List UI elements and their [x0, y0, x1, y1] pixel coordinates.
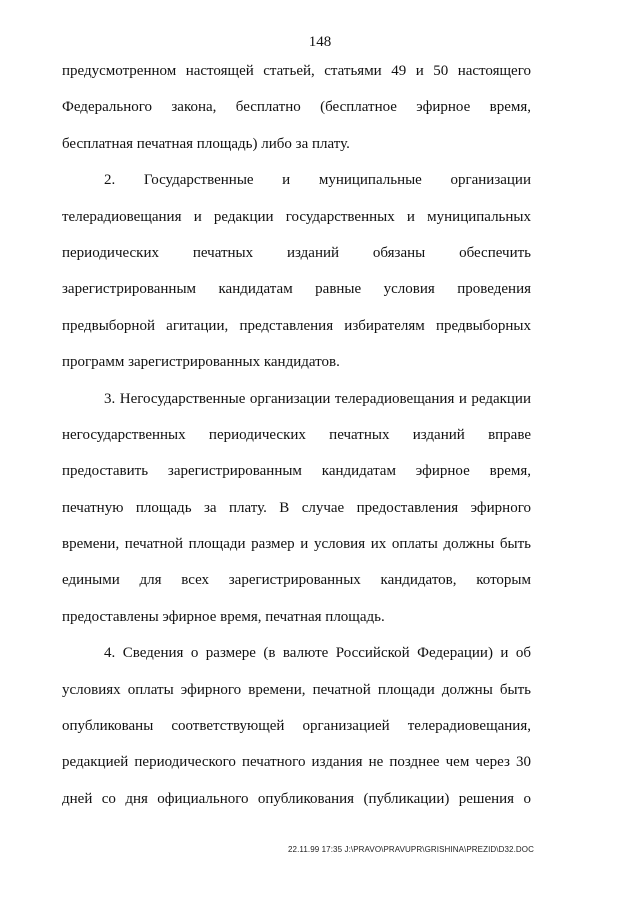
text-line: предусмотренном настоящей статьей, статьями 49 и 50 настоящего — [62, 63, 531, 79]
paragraph-first-line: 2. Государственные и муниципальные организации — [104, 172, 531, 189]
text-line: предоставить зарегистрированным кандидатам эфирное время, — [62, 463, 531, 480]
text-line: предвыборной агитации, представления избирателям предвыборных — [62, 317, 531, 334]
footer-file-path: 22.11.99 17:35 J:\PRAVO\PRAVUPR\GRISHINA\PREZID\D32.DOC — [287, 845, 534, 854]
paragraph-first-line: 4. Сведения о размере (в валюте Российской Федерации) и об — [104, 645, 531, 662]
text-line: редакцией периодического печатного издания не позднее чем через 30 — [62, 754, 531, 771]
text-line: едиными для всех зарегистрированных кандидатов, которым — [62, 572, 531, 589]
text-line: программ зарегистрированных кандидатов. — [62, 354, 340, 371]
text-line: печатную площадь за плату. В случае предоставления эфирного — [62, 499, 531, 516]
document-body — [62, 53, 531, 817]
text-line: Федерального закона, бесплатно (бесплатное эфирное время, — [62, 99, 531, 116]
text-line: дней со дня официального опубликования (публикации) решения о — [62, 790, 531, 807]
text-line: телерадиовещания и редакции государственных и муниципальных — [62, 208, 531, 225]
text-line: предоставлены эфирное время, печатная площадь. — [62, 608, 385, 625]
paragraph-first-line: 3. Негосударственные организации телерадиовещания и редакции — [104, 390, 531, 407]
text-line: условиях оплаты эфирного времени, печатной площади должны быть — [62, 681, 531, 698]
text-line: времени, печатной площади размер и условия их оплаты должны быть — [62, 536, 531, 553]
page-number: 148 — [308, 34, 332, 50]
text-line: опубликованы соответствующей организацией телерадиовещания, — [62, 718, 531, 735]
text-line: бесплатная печатная площадь) либо за плату. — [62, 135, 350, 152]
text-line: периодических печатных изданий обязаны обеспечить — [62, 244, 531, 261]
text-line: негосударственных периодических печатных изданий вправе — [62, 426, 531, 443]
text-line: зарегистрированным кандидатам равные условия проведения — [62, 281, 531, 298]
